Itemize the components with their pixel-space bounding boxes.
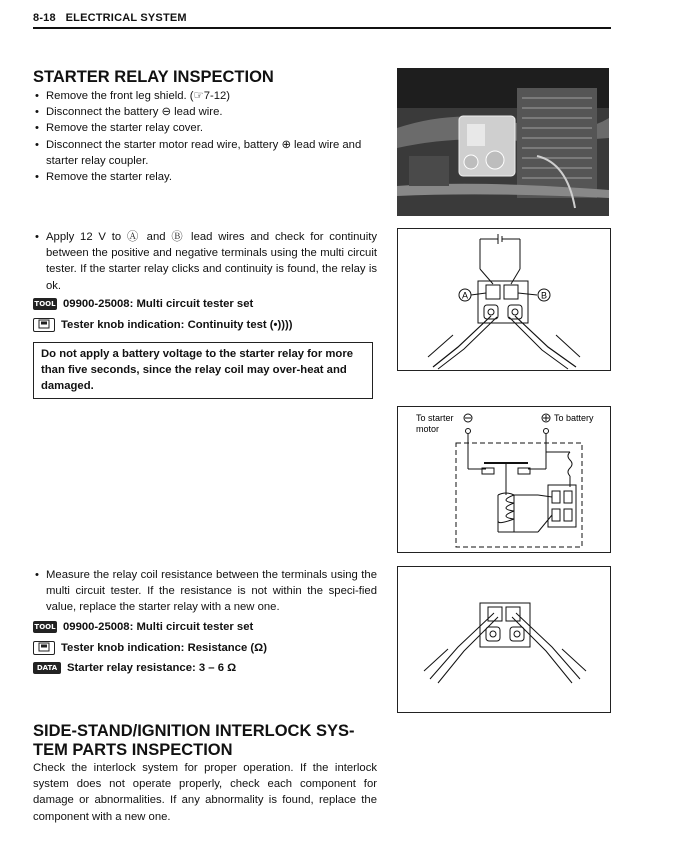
multimeter-icon (33, 318, 55, 332)
label-a: A (461, 290, 469, 301)
list-item: • Remove the starter relay. (35, 171, 172, 184)
list-item: • Disconnect the starter motor read wire, battery ⊕ lead wire and starter relay coupler. (35, 138, 362, 167)
motor-label: motor (416, 424, 440, 434)
list-item: • Disconnect the battery ⊖ lead wire. (35, 106, 223, 119)
starter-relay-photo (397, 68, 609, 216)
apply-voltage-paragraph: • Apply 12 V to Ⓐ and Ⓑ lead wires and check for continuity between the positive and negative terminals using the multi circuit tester. If the starter relay clicks and continuity is found, the relay is ok. (35, 231, 377, 292)
list-item: • Remove the starter relay cover. (35, 122, 203, 135)
coil-resistance-diagram (397, 566, 611, 713)
to-starter-label: To starter (416, 413, 454, 423)
page-number: 8-18 (33, 12, 56, 24)
tool-icon: TOOL (34, 623, 56, 631)
continuity-test-diagram (397, 228, 611, 371)
tool-line: TOOL 09900-25008: Multi circuit tester set (34, 621, 254, 633)
to-battery-label: To battery (554, 413, 594, 423)
label-b: B (540, 290, 548, 301)
data-line: DATA Starter relay resistance: 3 – 6 Ω (33, 662, 236, 674)
tool-line: TOOL 09900-25008: Multi circuit tester set (34, 298, 254, 310)
list-item: • Remove the front leg shield. (☞7-12) (35, 90, 231, 102)
measure-resistance-paragraph: • Measure the relay coil resistance between the terminals using the multi circuit tester. If the resistance is not within the speci-fied value, replace the starter relay with a new one. (35, 569, 377, 614)
relay-schematic (397, 406, 611, 553)
starter-relay-title: STARTER RELAY INSPECTION (33, 68, 274, 86)
section-title: ELECTRICAL SYSTEM (65, 12, 187, 24)
tester-knob-line: Tester knob indication: Continuity test (•)))) (33, 318, 293, 332)
removal-steps (33, 88, 373, 185)
page-header (33, 12, 187, 24)
caution-box: Do not apply a battery voltage to the starter relay for more than five seconds, since the relay coil may over-heat and damaged. (33, 342, 373, 399)
interlock-paragraph: Check the interlock system for proper operation. If the interlock system does not operate properly, check each component for damage or abnormalities. If any abnormality is found, replace the component with a new one. (33, 762, 377, 823)
multimeter-icon (33, 641, 55, 655)
interlock-title: SIDE-STAND/IGNITION INTERLOCK SYS- TEM PARTS INSPECTION (33, 722, 355, 759)
tool-icon: TOOL (34, 300, 56, 308)
tester-knob-line: Tester knob indication: Resistance (Ω) (33, 641, 267, 655)
data-icon: DATA (33, 662, 61, 674)
header-rule (33, 27, 611, 29)
